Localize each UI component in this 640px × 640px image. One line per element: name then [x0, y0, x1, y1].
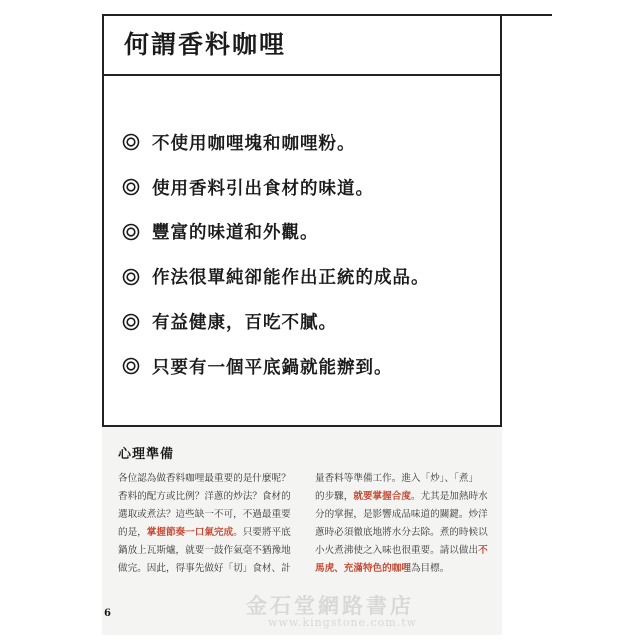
list-item: [122, 254, 497, 299]
list-item-text: 使用香料引出食材的味道。: [152, 178, 374, 199]
highlight-text: 不: [478, 545, 488, 557]
watermark-url: www.kingstone.com.tw: [268, 616, 418, 629]
double-circle-icon: [122, 357, 140, 375]
preparation-title: 心理準備: [118, 447, 175, 462]
double-circle-icon: [122, 313, 140, 331]
text-line: 選取或煮法？這些缺一不可，不過最重要: [118, 509, 291, 521]
page-number: 6: [104, 608, 111, 619]
list-item-text: 有益健康，百吃不膩。: [152, 313, 337, 334]
text-line: 香料的配方或比例？洋蔥的炒法？食材的: [118, 491, 291, 503]
preparation-column-1: [118, 470, 295, 579]
double-circle-icon: [122, 133, 140, 151]
list-item-text: 豐富的味道和外觀。: [152, 223, 319, 244]
text-line: 的步驟，就要掌握合度。尤其是加熱時水: [315, 491, 488, 503]
double-circle-icon: [122, 178, 140, 196]
text-line: 的是，掌握節奏一口氣完成。只要將平底: [118, 527, 291, 539]
text-line: 蔥時必須徹底地將水分去除。煮的時候以: [315, 527, 488, 539]
watermark-logo: 金石堂網路書店: [246, 593, 414, 618]
list-item: [122, 210, 497, 255]
text-line: 鍋放上瓦斯爐，就要一鼓作氣毫不猶豫地: [118, 545, 291, 557]
text-line: 各位認為做香料咖哩最重要的是什麼呢？: [118, 473, 291, 484]
text-line: 量香料等準備工作。進入「炒」、「煮」: [315, 473, 479, 484]
double-circle-icon: [122, 223, 140, 241]
highlight-text: 馬虎、充滿特色的咖哩: [315, 563, 411, 575]
list-item-text: 不使用咖哩塊和咖哩粉。: [152, 133, 356, 154]
page-title: 何謂香料咖哩: [124, 30, 287, 59]
list-item: [122, 299, 497, 344]
preparation-column-2: [315, 470, 492, 579]
feature-list: [122, 120, 497, 389]
text-line: 小火煮沸使之入味也很重要。請以做出不: [315, 545, 488, 557]
highlight-text: 掌握節奏一口氣完成: [146, 527, 234, 539]
top-rule: [502, 14, 552, 16]
text-line: 馬虎、充滿特色的咖哩為目標。: [315, 563, 450, 575]
highlight-text: 就要掌握合度: [353, 491, 411, 503]
list-item-text: 作法很單純卻能作出正統的成品。: [152, 268, 430, 289]
list-item: [122, 165, 497, 210]
text-line: 做完。因此，得事先做好「切」食材、計: [118, 563, 291, 575]
double-circle-icon: [122, 268, 140, 286]
list-item: [122, 344, 497, 389]
list-item: [122, 120, 497, 165]
text-line: 分的掌握，是影響成品味道的關鍵。炒洋: [315, 509, 488, 521]
list-item-text: 只要有一個平底鍋就能辦到。: [152, 357, 393, 378]
